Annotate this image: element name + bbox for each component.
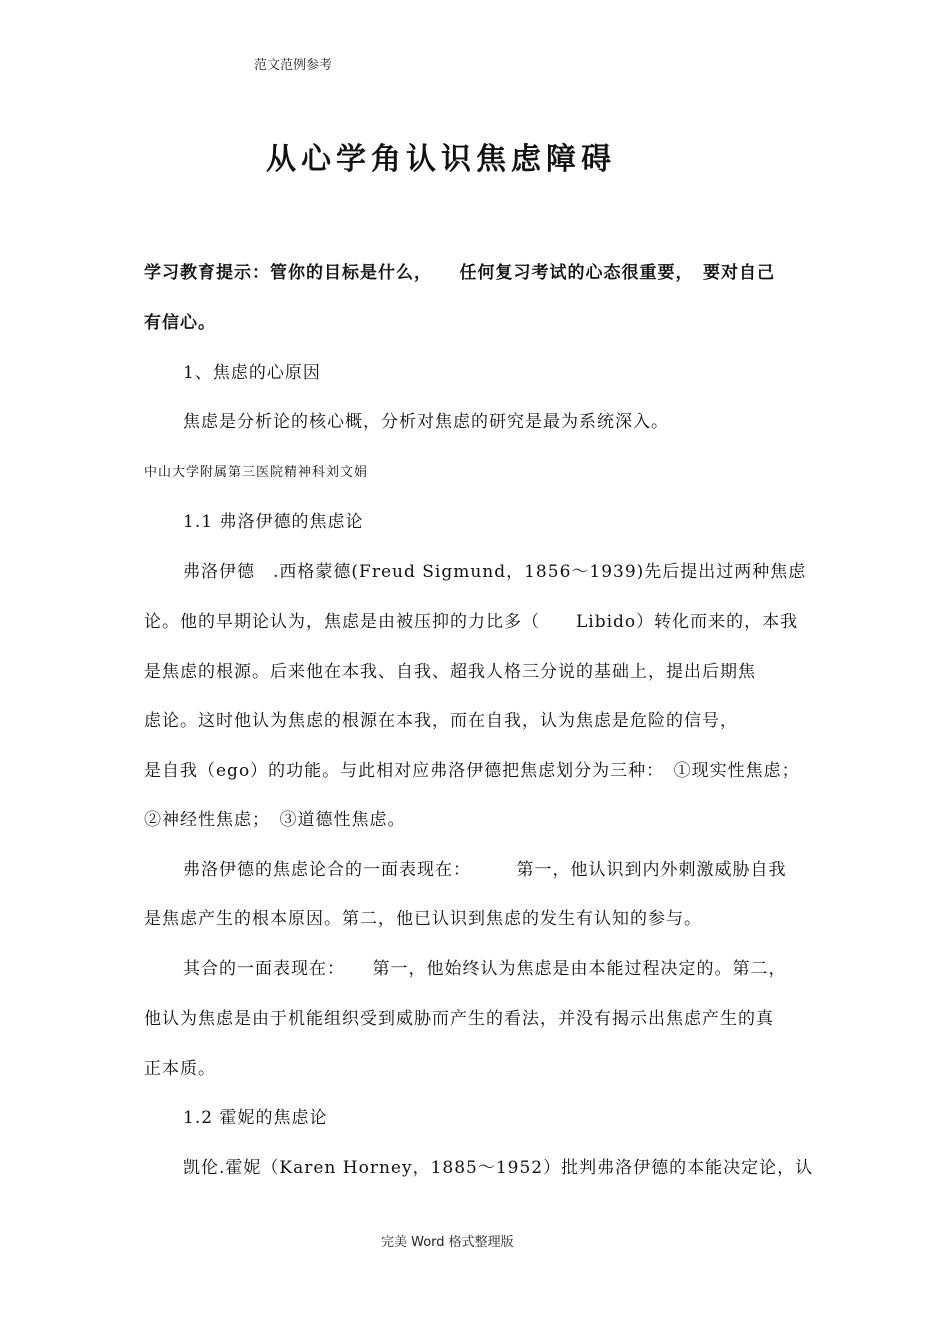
paragraph-line: 焦虑是分析论的核心概，分析对焦虑的研究是最为系统深入。 bbox=[183, 412, 669, 432]
footer-note: 完美 Word 格式整理版 bbox=[381, 1235, 514, 1250]
section-heading-1: 1、焦虑的心原因 bbox=[183, 363, 321, 383]
paragraph-line: 他认为焦虑是由于机能组织受到威胁而产生的看法，并没有揭示出焦虑产生的真 bbox=[144, 1009, 774, 1029]
paragraph-line: 其合的一面表现在： 第一，他始终认为焦虑是由本能过程决定的。第二， bbox=[183, 959, 787, 979]
paragraph-line: 是自我（ego）的功能。与此相对应弗洛伊德把焦虑划分为三种： ①现实性焦虑； bbox=[144, 761, 800, 781]
paragraph-line: ②神经性焦虑； ③道德性焦虑。 bbox=[144, 810, 406, 830]
paragraph-line: 弗洛伊德的焦虑论合的一面表现在： 第一，他认识到内外刺激威胁自我 bbox=[183, 860, 787, 880]
author-affiliation: 中山大学附属第三医院精神科刘文娟 bbox=[144, 465, 369, 480]
section-heading-1-1: 1.1 弗洛伊德的焦虑论 bbox=[183, 512, 364, 532]
paragraph-line: 凯伦.霍妮（Karen Horney，1885～1952）批判弗洛伊德的本能决定论，认 bbox=[183, 1158, 814, 1178]
paragraph-line: 正本质。 bbox=[144, 1059, 216, 1079]
study-tip-line-1: 学习教育提示：管你的目标是什么， 任何复习考试的心态很重要， 要对自己 bbox=[144, 263, 775, 283]
paragraph-line: 是焦虑的根源。后来他在本我、自我、超我人格三分说的基础上，提出后期焦 bbox=[144, 662, 756, 682]
paragraph-line: 是焦虑产生的根本原因。第二，他已认识到焦虑的发生有认知的参与。 bbox=[144, 909, 702, 929]
paragraph-line: 弗洛伊德 .西格蒙德(Freud Sigmund，1856～1939)先后提出过两种焦虑 bbox=[183, 562, 807, 582]
study-tip-line-2: 有信心。 bbox=[144, 313, 216, 333]
paragraph-line: 虑论。这时他认为焦虑的根源在本我，而在自我，认为焦虑是危险的信号， bbox=[144, 711, 738, 731]
header-note: 范文范例参考 bbox=[254, 58, 333, 73]
paragraph-line: 论。他的早期论认为，焦虑是由被压抑的力比多（ Libido）转化而来的，本我 bbox=[144, 612, 799, 632]
section-heading-1-2: 1.2 霍妮的焦虑论 bbox=[183, 1108, 328, 1128]
document-title: 从心学角认识焦虑障碍 bbox=[266, 142, 616, 177]
